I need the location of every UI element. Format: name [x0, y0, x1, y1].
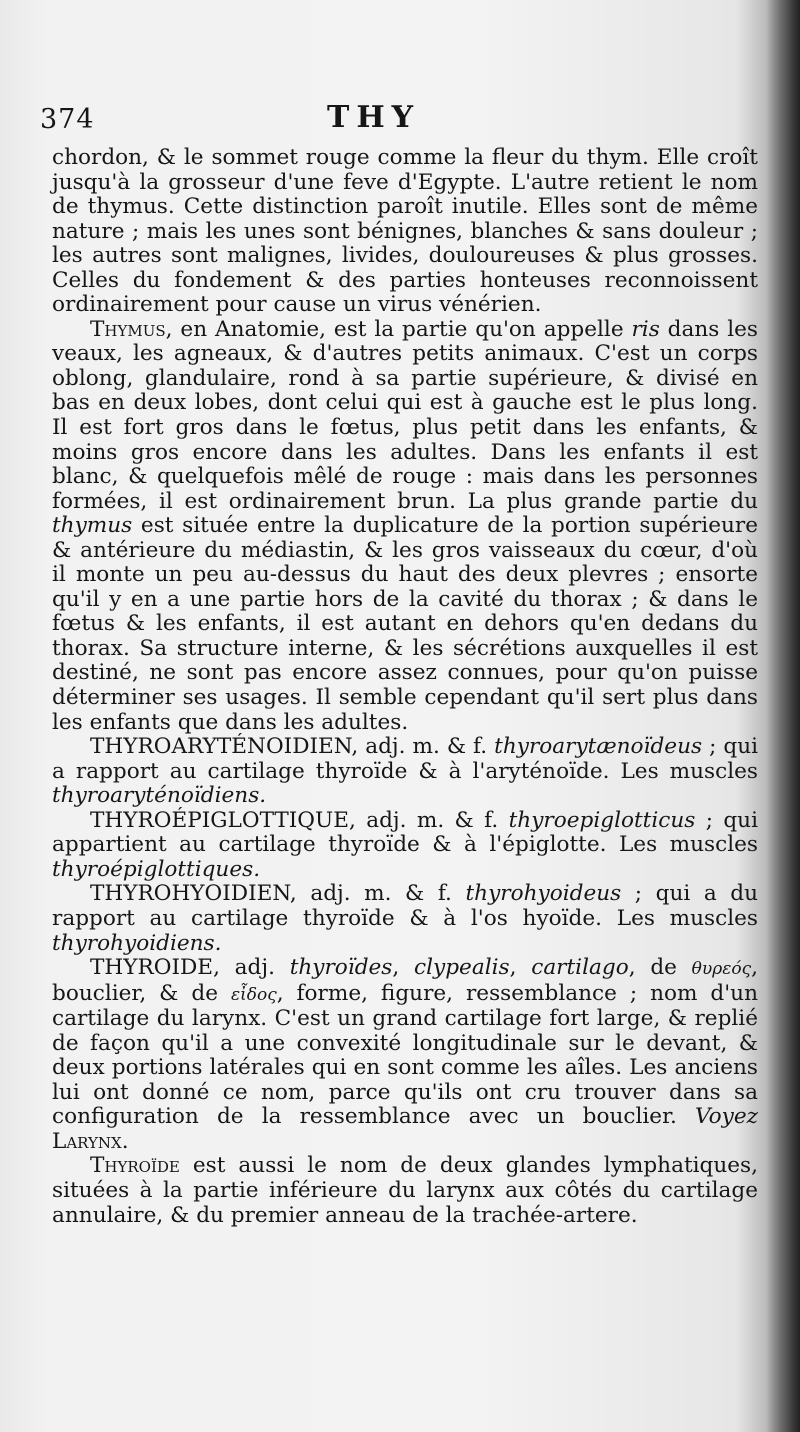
- entry-headword: Thyroïde: [90, 1153, 180, 1179]
- entry-text: ,: [392, 955, 415, 981]
- entry-thymus: [52, 318, 758, 735]
- entry-latin: clypealis: [414, 955, 510, 981]
- entry-thyroarytenoidien: [52, 735, 758, 809]
- entry-latin: thyroepiglotticus: [508, 807, 696, 833]
- entry-headword: THYROHYOIDIEN: [90, 881, 290, 907]
- cross-reference-label: Voyez: [695, 1104, 758, 1130]
- entry-headword: THYROIDE: [90, 955, 214, 981]
- entry-latin: cartilago: [531, 955, 629, 981]
- entry-text: ; qui appartient au cartilage thyroïde & à l'épiglotte. Les muscles: [52, 807, 758, 858]
- entry-headword: Thymus: [90, 316, 166, 342]
- entry-latin: thyroïdes: [289, 955, 393, 981]
- entry-text: est située entre la duplicature de la portion supérieure & antérieure du médiastin, & les gros vaisseaux du cœur, d'où il monte un peu au-dessus du haut des deux plevres ; ensorte qu'il y en a une partie hors de la cavité du thorax ; & dans le fœtus & les enfants, il est autant en dehors qu'en dedans du thorax. Sa structure interne, & les sécrétions auxquelles il est destiné, ne sont pas encore assez connues, pour qu'on puisse déterminer ses usages. Il semble cependant qu'il sert plus dans les enfants que dans les adultes.: [52, 513, 758, 735]
- entry-thyroepiglottique: [52, 809, 758, 883]
- entry-latin: thyrohyoideus: [465, 881, 622, 907]
- entry-headword: THYROARYTÉNOIDIEN: [90, 734, 352, 760]
- continuation-text: chordon, & le sommet rouge comme la fleur du thym. Elle croît jusqu'à la grosseur d'une feve d'Egypte. L'autre retient le nom de thymus. Cette distinction paroît inutile. Elles sont de même nature ; mais les unes sont bénignes, blanches & sans douleur ; les autres sont malignes, livides, douloureuses & plus grosses. Celles du fondement & des parties honteuses reconnoissent ordinairement pour cause un virus vénérien.: [52, 145, 758, 318]
- cross-reference-target: Larynx.: [52, 1128, 129, 1154]
- entry-text: , en Anatomie, est la partie qu'on appelle: [165, 316, 632, 342]
- entry-text: ; qui a rapport au cartilage thyroïde & à l'aryténoïde. Les muscles: [52, 734, 759, 784]
- entry-text: , de: [628, 955, 692, 981]
- entry-thyrohyoidien: [52, 882, 758, 956]
- entry-grammar: , adj. m. & f.: [351, 734, 495, 760]
- body-text: [52, 146, 758, 1228]
- entry-text: dans les veaux, les agneaux, & d'autres petits animaux. C'est un corps oblong, glandulaire, rond à sa partie supérieure, & divisé en bas en deux lobes, dont celui qui est à gauche est le plus long. Il est fort gros dans le fœtus, plus petit dans les enfants, & moins gros encore dans les adultes. Dans les enfants il est blanc, & quelquefois mêlé de rouge : mais dans les personnes formées, il est ordinairement brun. La plus grande partie du: [52, 316, 758, 514]
- entry-italic-term: ris: [631, 316, 660, 342]
- entry-thyroide: [52, 956, 758, 1154]
- entry-text: est aussi le nom de deux glandes lymphatiques, situées à la partie inférieure du larynx aux côtés du cartilage annulaire, & du premier anneau de la trachée-artere.: [52, 1153, 758, 1228]
- entry-greek: θυρεός: [691, 959, 752, 980]
- entry-grammar: , adj. m. & f.: [289, 881, 466, 907]
- entry-italic-term: thyroaryténoïdiens.: [52, 783, 267, 809]
- entry-thyroide-glands: [52, 1154, 758, 1228]
- entry-italic-term: thyrohyoidiens.: [52, 930, 222, 956]
- entry-greek: εἶδος: [230, 984, 277, 1005]
- page-gutter-shadow: [766, 0, 800, 1432]
- entry-continuation: [52, 146, 758, 318]
- entry-text: , forme, figure, ressemblance ; nom d'un cartilage du larynx. C'est un grand cartilage fort large, & replié de façon qu'il a une convexité longitudinale sur le devant, & deux portions latérales qui en sont comme les aîles. Les anciens lui ont donné ce nom, parce qu'ils ont cru trouver dans sa configuration de la ressemblance avec un bouclier.: [52, 980, 758, 1130]
- entry-italic-term: thyroépiglottiques.: [52, 856, 261, 882]
- entry-text: , bouclier, & de: [52, 955, 758, 1006]
- running-head-word: THY: [327, 100, 421, 135]
- entry-latin: thyroarytænoïdeus: [494, 734, 703, 760]
- entry-text: ,: [509, 955, 532, 981]
- entry-grammar: , adj.: [213, 955, 290, 981]
- text-block: [40, 100, 759, 1228]
- entry-italic-term: thymus: [52, 513, 133, 539]
- running-head: [40, 100, 758, 146]
- page-number: 374: [40, 104, 95, 135]
- entry-grammar: , adj. m. & f.: [348, 807, 509, 833]
- entry-text: ; qui a du rapport au cartilage thyroïde & à l'os hyoïde. Les muscles: [52, 881, 758, 931]
- entry-headword: THYROÉPIGLOTTIQUE: [90, 807, 349, 833]
